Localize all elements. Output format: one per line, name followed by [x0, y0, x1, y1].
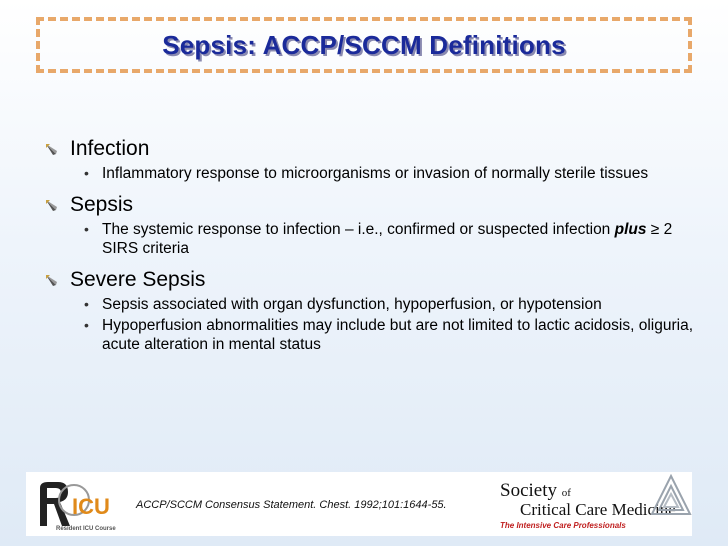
bullet-item-infection [44, 136, 704, 161]
ricu-logo-subtext: Resident ICU Course [56, 526, 116, 532]
bullet-heading: Severe Sepsis [70, 268, 206, 291]
sub-bullet-list [44, 220, 704, 258]
bullet-item-sepsis [44, 192, 704, 217]
sub-bullet-item [44, 316, 704, 354]
dot-icon: • [84, 296, 89, 312]
sub-bullet-text-b: ≥ 2 SIRS criteria [102, 221, 673, 257]
sccm-logo [500, 474, 692, 534]
sub-bullet-item [44, 220, 704, 258]
dot-icon: • [84, 165, 89, 181]
bullet-heading: Infection [70, 137, 150, 160]
sub-bullet-item [44, 164, 704, 183]
bullet-arrow-icon [44, 198, 58, 212]
dot-icon: • [84, 221, 89, 237]
bullet-item-severe-sepsis [44, 267, 704, 292]
footer [26, 472, 692, 536]
bullet-list [44, 136, 704, 363]
sub-bullet-list [44, 295, 704, 354]
sub-bullet-text: Hypoperfusion abnormalities may include but are not limited to lactic acidosis, oliguria, acute alteration in mental status [102, 317, 694, 353]
slide-title: Sepsis: ACCP/SCCM Definitions [162, 29, 566, 60]
sccm-triangle-icon [650, 474, 692, 520]
bullet-heading: Sepsis [70, 193, 134, 216]
sub-bullet-text: Inflammatory response to microorganisms or invasion of normally sterile tissues [102, 165, 649, 182]
sub-bullet-list [44, 164, 704, 183]
sccm-tagline: The Intensive Care Professionals [500, 521, 626, 530]
citation: ACCP/SCCM Consensus Statement. Chest. 1992;101:1644-55. [136, 499, 447, 511]
sub-bullet-item [44, 295, 704, 314]
bullet-arrow-icon [44, 142, 58, 156]
ricu-logo-text: ICU [72, 494, 110, 519]
emphasis-plus: plus [614, 221, 647, 238]
ricu-logo [34, 478, 130, 532]
sub-bullet-text-a: The systemic response to infection – i.e., confirmed or suspected infection [102, 221, 615, 238]
dot-icon: • [84, 317, 89, 333]
sub-bullet-text: Sepsis associated with organ dysfunction, hypoperfusion, or hypotension [102, 296, 602, 313]
sccm-society-text: Society [500, 480, 557, 501]
bullet-arrow-icon [44, 273, 58, 287]
sccm-of-text: of [561, 487, 571, 499]
sccm-name: Critical Care Medicine [520, 500, 676, 519]
title-frame [36, 17, 692, 73]
